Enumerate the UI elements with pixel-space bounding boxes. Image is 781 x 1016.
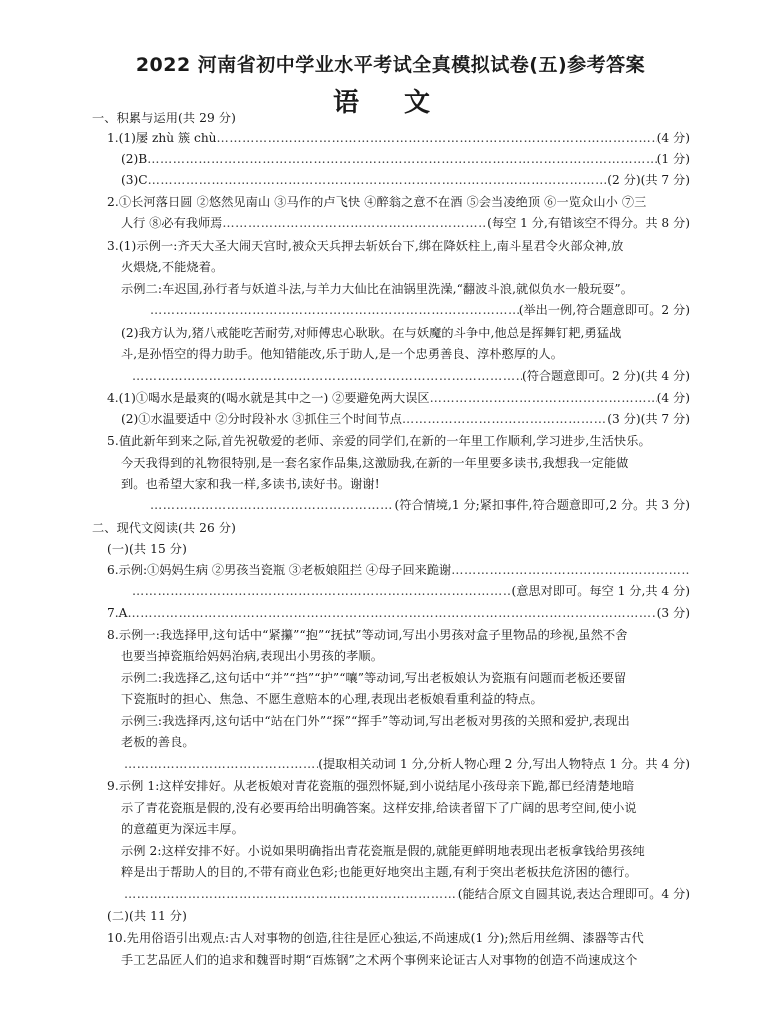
answer-line [132, 583, 690, 599]
score-text: (2 分)(共 7 分) [607, 173, 690, 187]
answer-line [107, 130, 690, 146]
section-heading: 一、积累与运用(共 29 分) [92, 111, 236, 125]
answer-text: 人行 ⑧必有我师焉 [121, 216, 223, 230]
answer-line [121, 151, 690, 167]
answer-text: 5.值此新年到来之际,首先祝敬爱的老师、亲爱的同学们,在新的一年里工作顺利,学习进步,生活快乐。 [107, 434, 651, 448]
leader-dots [150, 497, 394, 513]
leader-dots [402, 411, 607, 427]
subsection-heading: (一)(共 15 分) [107, 542, 187, 556]
answer-line [107, 605, 690, 621]
answer-text: (2)B [121, 152, 148, 166]
score-text: (提取相关动词 1 分,分析人物心理 2 分,写出人物特点 1 分。共 4 分) [318, 757, 690, 771]
answer-text: 示例 2:这样安排不好。小说如果明确指出青花瓷瓶是假的,就能更鲜明地表现出老板拿钱给男孩纯 [121, 844, 645, 858]
answer-text: (3)C [121, 173, 148, 187]
score-text: (每空 1 分,有错该空不得分。共 8 分) [487, 216, 690, 230]
leader-dots [124, 756, 318, 772]
leader-dots [148, 172, 608, 188]
leader-dots [451, 562, 690, 578]
leader-dots [127, 605, 656, 621]
answer-text: 示例二:我选择乙,这句话中“并”“挡”“护”“嚷”等动词,写出老板娘认为瓷瓶有问题而老板还要留 [121, 671, 627, 685]
answer-text: 示例二:车迟国,孙行者与妖道斗法,与羊力大仙比在油锅里洗澡,“翻波斗浪,就似负水一般玩耍”。 [121, 282, 633, 296]
section-heading: 二、现代文阅读(共 26 分) [92, 521, 236, 535]
leader-dots [430, 390, 657, 406]
score-text: (符合题意即可。2 分)(共 4 分) [521, 369, 690, 383]
score-text: (3 分) [656, 606, 690, 620]
subject-title: 语 文 [332, 88, 449, 118]
answer-text: 示了青花瓷瓶是假的,没有必要再给出明确答案。这样安排,给读者留下了广阔的思考空间,使小说 [121, 801, 637, 815]
leader-dots [147, 151, 656, 167]
score-text: (能结合原文自圆其说,表达合理即可。4 分) [457, 887, 690, 901]
answer-text: 老板的善良。 [121, 735, 195, 749]
leader-dots [217, 130, 657, 146]
answer-line [132, 368, 690, 384]
leader-dots [132, 583, 512, 599]
answer-text: (2)①水温要适中 ②分时段补水 ③抓住三个时间节点 [121, 412, 402, 426]
answer-text: 今天我得到的礼物很特别,是一套名家作品集,这激励我,在新的一年里要多读书,我想我一定能做 [121, 456, 629, 470]
answer-text: 1.(1)屡 zhù 簇 chù [107, 131, 217, 145]
leader-dots [150, 302, 519, 318]
answer-text: 示例三:我选择丙,这句话中“站在门外”“探”“挥手”等动词,写出老板对男孩的关照和爱护,表现出 [121, 714, 630, 728]
leader-dots [132, 368, 522, 384]
subsection-heading: (二)(共 11 分) [107, 909, 187, 923]
answer-text: 手工艺品匠人们的追求和魏晋时期“百炼钢”之术两个事例来论证古人对事物的创造不尚速成这个 [121, 953, 638, 967]
answer-text: 7.A [107, 606, 128, 620]
score-text: (举出一例,符合题意即可。2 分) [518, 303, 690, 317]
answer-line [121, 172, 690, 188]
score-text: (3 分)(共 7 分) [607, 412, 690, 426]
answer-text: (2)我方认为,猪八戒能吃苦耐劳,对师傅忠心耿耿。在与妖魔的斗争中,他总是挥舞钉耙,勇猛战 [121, 326, 622, 340]
answer-text: 2.①长河落日圆 ②悠然见南山 ③马作的卢飞快 ④醉翁之意不在酒 ⑤会当凌绝顶 ⑥一览众山小 ⑦三 [107, 195, 647, 209]
answer-text: 粹是出于帮助人的目的,不带有商业色彩;也能更好地突出主题,有利于突出老板扶危济困的德行。 [121, 865, 637, 879]
answer-line [121, 215, 690, 231]
answer-line [150, 497, 690, 513]
leader-dots [124, 886, 458, 902]
answer-text: 8.示例一:我选择甲,这句话中“紧攥”“抱”“抚拭”等动词,写出小男孩对盒子里物品的珍视,虽然不舍 [107, 628, 628, 642]
leader-dots [222, 215, 487, 231]
answer-line [121, 411, 690, 427]
score-text: (4 分) [656, 131, 690, 145]
answer-line [107, 390, 690, 406]
score-text: (4 分) [656, 391, 690, 405]
answer-line [107, 562, 690, 578]
answer-text: 斗,是孙悟空的得力助手。他知错能改,乐于助人,是一个忠勇善良、淳朴憨厚的人。 [121, 347, 563, 361]
answer-text: 到。也希望大家和我一样,多读书,读好书。谢谢! [121, 477, 380, 491]
answer-text: 3.(1)示例一:齐天大圣大闹天宫时,被众天兵押去斩妖台下,绑在降妖柱上,南斗星君令火部众神,放 [107, 239, 624, 253]
answer-text: 下瓷瓶时的担心、焦急、不愿生意赔本的心理,表现出老板娘看重利益的特点。 [121, 692, 543, 706]
answer-text: 9.示例 1:这样安排好。从老板娘对青花瓷瓶的强烈怀疑,到小说结尾小孩母亲下跪,都已经清楚地暗 [107, 779, 635, 793]
page-title: 2022 河南省初中学业水平考试全真模拟试卷(五)参考答案 [135, 54, 646, 76]
answer-line [124, 756, 690, 772]
score-text: (1 分) [656, 152, 690, 166]
answer-line [124, 886, 690, 902]
answer-text: 的意蕴更为深远丰厚。 [121, 822, 244, 836]
answer-line [150, 302, 690, 318]
answer-text: 也要当掉瓷瓶给妈妈治病,表现出小男孩的孝顺。 [121, 649, 384, 663]
answer-text: 火煨烧,不能烧着。 [121, 260, 224, 274]
answer-text: 4.(1)①喝水是最爽的(喝水就是其中之一) ②要避免两大误区 [107, 391, 430, 405]
score-text: (意思对即可。每空 1 分,共 4 分) [511, 584, 690, 598]
score-text: (符合情境,1 分;紧扣事件,符合题意即可,2 分。共 3 分) [394, 498, 690, 512]
answer-text: 10.先用俗语引出观点:古人对事物的创造,往往是匠心独运,不尚速成(1 分);然后用丝绸、漆器等古代 [107, 931, 644, 945]
answer-text: 6.示例:①妈妈生病 ②男孩当瓷瓶 ③老板娘阻拦 ④母子回来跪谢 [107, 563, 452, 577]
